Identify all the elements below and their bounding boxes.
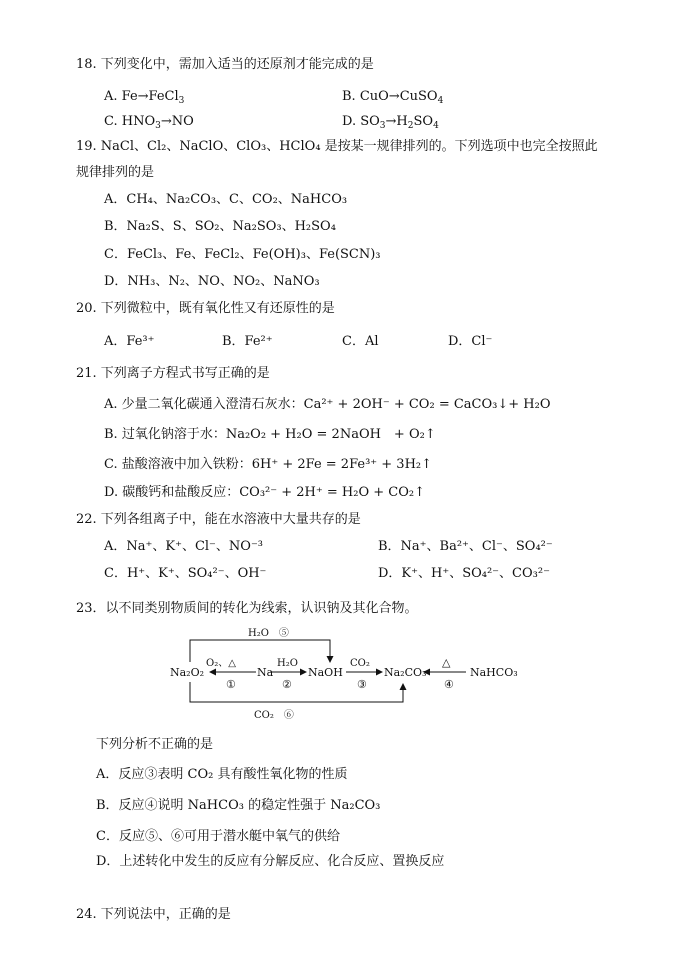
q19-stem-line2: 规律排列的是	[76, 165, 155, 180]
sodium-conversion-diagram	[160, 622, 540, 726]
q19-option-b: B．Na₂S、S、SO₂、Na₂SO₃、H₂SO₄	[104, 219, 336, 234]
q24-stem: 24. 下列说法中，正确的是	[76, 907, 231, 922]
q23-option-b: B．反应④说明 NaHCO₃ 的稳定性强于 Na₂CO₃	[96, 798, 381, 813]
q22-option-a: A．Na⁺、K⁺、Cl⁻、NO⁻³	[104, 539, 264, 554]
r3-number: ③	[357, 678, 367, 691]
loop-r6	[190, 682, 403, 702]
node-na2o2: Na₂O₂	[170, 666, 205, 679]
q21-stem: 21. 下列离子方程式书写正确的是	[76, 366, 270, 381]
r5-label: H₂O ⑤	[248, 628, 289, 639]
node-na: Na	[257, 666, 274, 679]
q19-stem-line1: 19. NaCl、Cl₂、NaClO、ClO₃、HClO₄ 是按某一规律排列的。下列选项中也完全按照此	[76, 139, 598, 154]
q21-option-c: C. 盐酸溶液中加入铁粉：6H⁺ + 2Fe = 2Fe³⁺ + 3H₂↑	[104, 457, 433, 472]
r2-condition: H₂O	[277, 658, 298, 669]
r1-number: ①	[226, 678, 236, 691]
q19-option-c: C．FeCl₃、Fe、FeCl₂、Fe(OH)₃、Fe(SCN)₃	[104, 247, 381, 262]
q18-option-b: B. CuO→CuSO$_4$	[342, 89, 444, 106]
r4-condition: △	[442, 656, 451, 669]
node-nahco3: NaHCO₃	[470, 666, 518, 679]
q20-stem: 20. 下列微粒中，既有氧化性又有还原性的是	[76, 301, 335, 316]
q22-option-d: D．K⁺、H⁺、SO₄²⁻、CO₃²⁻	[378, 566, 550, 581]
q19-option-d: D．NH₃、N₂、NO、NO₂、NaNO₃	[104, 274, 320, 289]
r6-label: CO₂ ⑥	[254, 710, 294, 721]
node-naoh: NaOH	[308, 666, 343, 679]
r4-number: ④	[444, 678, 454, 691]
q18-stem: 18. 下列变化中，需加入适当的还原剂才能完成的是	[76, 57, 374, 72]
q18-option-d: D. $SO_3\to H_2SO_4$	[342, 114, 439, 131]
q18-option-a: A. Fe→FeCl$_3$	[104, 89, 185, 106]
q23-stem: 23．以不同类别物质间的转化为线索，认识钠及其化合物。	[76, 601, 418, 616]
q23-option-c: C．反应⑤、⑥可用于潜水艇中氧气的供给	[96, 829, 340, 844]
q19-option-a: A．CH₄、Na₂CO₃、C、CO₂、NaHCO₃	[104, 192, 348, 207]
q23-option-a: A．反应③表明 CO₂ 具有酸性氧化物的性质	[96, 767, 348, 782]
q18-option-c: C. $HNO_3\to NO$	[104, 114, 194, 131]
q23-option-d: D．上述转化中发生的反应有分解反应、化合反应、置换反应	[96, 854, 445, 869]
q22-stem: 22. 下列各组离子中，能在水溶液中大量共存的是	[76, 512, 361, 527]
q22-option-b: B．Na⁺、Ba²⁺、Cl⁻、SO₄²⁻	[378, 539, 553, 554]
q20-option-a: A．Fe³⁺	[104, 334, 155, 349]
r2-number: ②	[282, 678, 292, 691]
q20-option-b: B．Fe²⁺	[222, 334, 273, 349]
q22-option-c: C．H⁺、K⁺、SO₄²⁻、OH⁻	[104, 566, 267, 581]
q21-option-d: D. 碳酸钙和盐酸反应：CO₃²⁻ + 2H⁺ = H₂O + CO₂↑	[104, 485, 425, 500]
q21-option-b: B. 过氧化钠溶于水：Na₂O₂ + H₂O = 2NaOH + O₂↑	[104, 427, 436, 442]
q20-option-d: D．Cl⁻	[448, 334, 493, 349]
r3-condition: CO₂	[350, 658, 370, 669]
r1-condition: O₂、△	[206, 658, 236, 669]
q21-option-a: A. 少量二氧化碳通入澄清石灰水：Ca²⁺ + 2OH⁻ + CO₂ = CaCO₃↓+ H₂O	[104, 397, 551, 412]
q20-option-c: C．Al	[342, 334, 379, 349]
node-na2co3: Na₂CO₃	[384, 666, 427, 679]
q23-sub-stem: 下列分析不正确的是	[96, 737, 214, 752]
